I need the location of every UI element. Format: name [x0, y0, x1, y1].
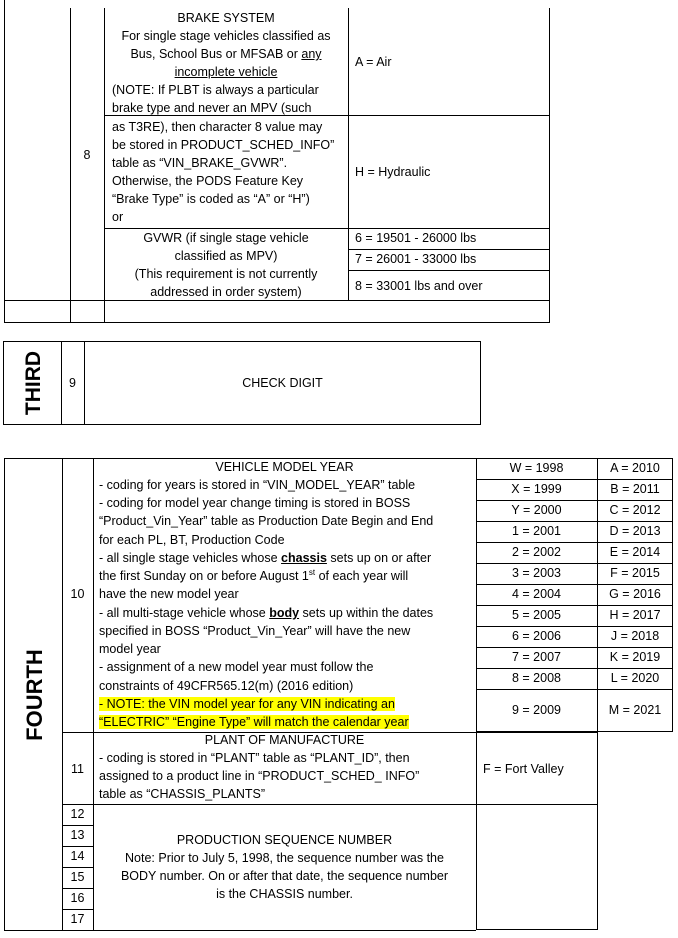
plant-line-1: - coding is stored in “PLANT” table as “PLANT_ID”, then [99, 751, 410, 765]
year-code-j: J = 2018 [610, 629, 660, 643]
year-code-l: L = 2020 [610, 671, 660, 685]
model-year-note-electric-1: - NOTE: the VIN model year for any VIN indicating an [99, 697, 395, 711]
position-number-14: 14 [70, 849, 85, 863]
model-year-title: VEHICLE MODEL YEAR [215, 460, 354, 474]
section-label-fourth: FOURTH [22, 649, 47, 741]
position-number-15: 15 [70, 870, 85, 884]
brake-line-note-2: brake type and never an MPV (such [112, 101, 312, 115]
model-year-line-12: constraints of 49CFR565.12(m) (2016 edition) [99, 679, 354, 693]
gvwr-line-4: addressed in order system) [150, 285, 302, 299]
sequence-line-2: BODY number. On or after that date, the sequence number [120, 869, 449, 883]
year-code-3: 3 = 2003 [511, 566, 561, 580]
position-number-10: 10 [70, 587, 85, 601]
year-code-f: F = 2015 [610, 566, 660, 580]
year-code-4: 4 = 2004 [511, 587, 561, 601]
position-number-8: 8 [83, 148, 91, 162]
brake-line-note-1: (NOTE: If PLBT is always a particular [112, 83, 319, 97]
gvwr-value-7: 7 = 26001 - 33000 lbs [355, 252, 477, 266]
gvwr-value-8: 8 = 33001 lbs and over [355, 279, 483, 293]
brake-line-1: For single stage vehicles classified as [121, 29, 331, 43]
model-year-line-3: “Product_Vin_Year” table as Production Date Begin and End [99, 514, 434, 528]
year-code-e: E = 2014 [609, 545, 661, 559]
model-year-line-10: model year [99, 642, 161, 656]
brake-line-incomplete: incomplete vehicle [174, 65, 278, 79]
gvwr-value-6: 6 = 19501 - 26000 lbs [355, 231, 477, 245]
gvwr-line-2: classified as MPV) [174, 249, 278, 263]
year-code-m: M = 2021 [608, 703, 662, 717]
brake-value-air: A = Air [355, 55, 392, 69]
model-year-line-1: - coding for years is stored in “VIN_MODEL_YEAR” table [99, 478, 416, 492]
position-number-13: 13 [70, 828, 85, 842]
plant-line-3: table as “CHASSIS_PLANTS” [99, 787, 266, 801]
year-code-w: W = 1998 [509, 461, 564, 475]
model-year-line-11: - assignment of a new model year must follow the [99, 660, 374, 674]
year-code-h: H = 2017 [609, 608, 661, 622]
gvwr-line-1: GVWR (if single stage vehicle [143, 231, 309, 245]
model-year-line-9: specified in BOSS “Product_Vin_Year” will have the new [99, 624, 411, 638]
year-code-8: 8 = 2008 [511, 671, 561, 685]
brake-line-note-3: as T3RE), then character 8 value may [112, 120, 323, 134]
brake-line-2: Bus, School Bus or MFSAB or any [130, 47, 322, 61]
sequence-line-1: Note: Prior to July 5, 1998, the sequence number was the [125, 851, 444, 865]
sequence-line-3: is the CHASSIS number. [216, 887, 353, 901]
year-code-b: B = 2011 [610, 482, 660, 496]
position-number-16: 16 [70, 891, 85, 905]
model-year-line-8: - all multi-stage vehicle whose body sets up within the dates [99, 606, 434, 620]
model-year-line-7: have the new model year [99, 587, 239, 601]
position-number-12: 12 [70, 807, 85, 821]
section-label-third: THIRD [22, 350, 45, 416]
model-year-note-electric-2: “ELECTRIC” “Engine Type” will match the calendar year [99, 715, 409, 729]
year-code-y: Y = 2000 [511, 503, 562, 517]
brake-line-note-5: table as “VIN_BRAKE_GVWR”. [112, 156, 288, 170]
brake-line-or: or [112, 210, 124, 224]
brake-system-title: BRAKE SYSTEM [177, 11, 275, 25]
brake-value-hydraulic: H = Hydraulic [355, 165, 431, 179]
year-code-5: 5 = 2005 [511, 608, 561, 622]
year-code-a: A = 2010 [610, 461, 660, 475]
position-number-17: 17 [70, 912, 85, 926]
check-digit-label: CHECK DIGIT [242, 376, 323, 390]
year-code-c: C = 2012 [609, 503, 661, 517]
brake-line-note-4: be stored in PRODUCT_SCHED_INFO” [112, 138, 335, 152]
plant-value-fort-valley: F = Fort Valley [483, 762, 564, 776]
position-number-11: 11 [71, 762, 84, 776]
brake-line-note-6: Otherwise, the PODS Feature Key [112, 174, 304, 188]
year-code-1: 1 = 2001 [511, 524, 561, 538]
plant-line-2: assigned to a product line in “PRODUCT_SCHED_ INFO” [99, 769, 420, 783]
model-year-line-6: the first Sunday on or before August 1st of each year will [99, 567, 409, 583]
year-code-9: 9 = 2009 [511, 703, 561, 717]
brake-line-note-7: “Brake Type” is coded as “A” or “H”) [112, 192, 310, 206]
model-year-line-2: - coding for model year change timing is stored in BOSS [99, 496, 411, 510]
year-code-7: 7 = 2007 [511, 650, 561, 664]
year-code-x: X = 1999 [511, 482, 562, 496]
position-number-9: 9 [69, 376, 76, 390]
model-year-line-5: - all single stage vehicles whose chassis sets up on or after [99, 551, 432, 565]
year-code-d: D = 2013 [609, 524, 661, 538]
year-code-2: 2 = 2002 [511, 545, 561, 559]
year-code-g: G = 2016 [609, 587, 661, 601]
gvwr-line-3: (This requirement is not currently [134, 267, 318, 281]
year-code-k: K = 2019 [609, 650, 661, 664]
year-code-6: 6 = 2006 [511, 629, 561, 643]
model-year-line-4: for each PL, BT, Production Code [99, 533, 285, 547]
sequence-title: PRODUCTION SEQUENCE NUMBER [176, 833, 393, 847]
plant-title: PLANT OF MANUFACTURE [204, 733, 365, 747]
